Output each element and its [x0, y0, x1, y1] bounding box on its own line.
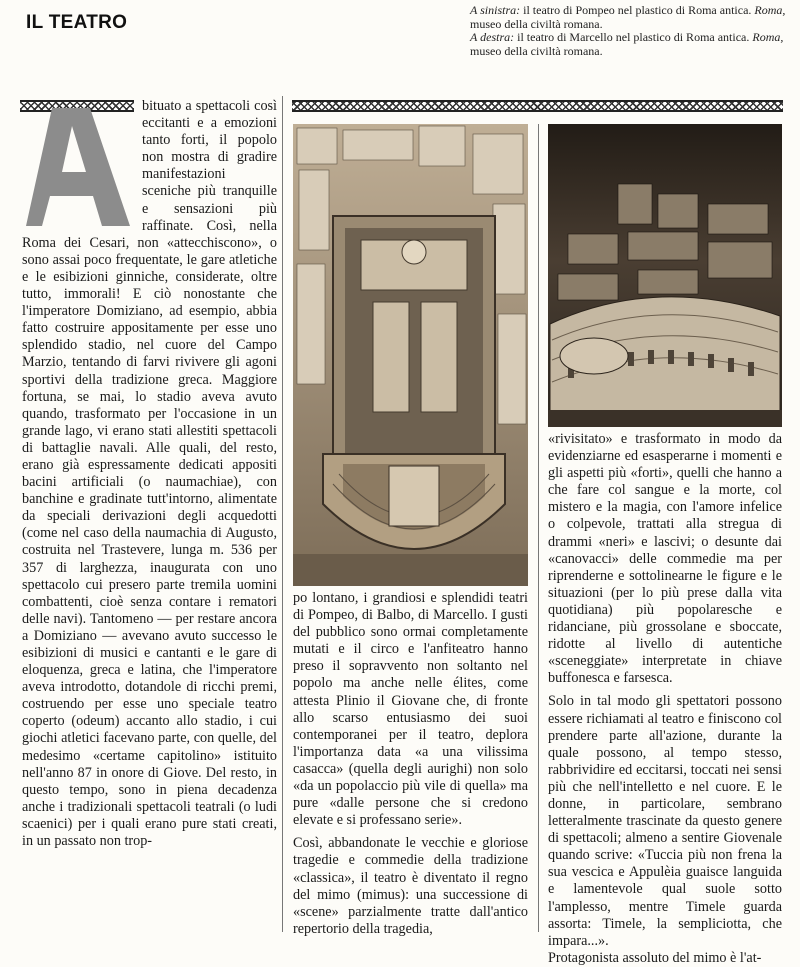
article-text-col3-p3: Protagonista assoluto del mimo è l'at-	[548, 949, 762, 966]
caption-right-museum: museo della civiltà romana.	[470, 43, 603, 58]
image-caption	[470, 4, 790, 58]
article-column-1	[22, 98, 277, 850]
theater-of-marcellus-photo	[548, 124, 782, 427]
caption-right-text: il teatro di Marcello nel plastico di Roma antica.	[517, 30, 750, 44]
caption-left-museum: museo della civiltà romana.	[470, 16, 603, 31]
article-column-3	[548, 431, 782, 967]
column-rule-left	[282, 96, 283, 932]
column-rule-right	[538, 124, 539, 932]
article-text-col3-p2: Solo in tal modo gli spettatori possono essere richiamati al teatro e finiscono col prendere parte all'azione, durante la quale possono, al tempo stesso, rabbrividire ed eccitarsi, toccati nei sensi più che nell'intelletto e nel cuore. E le donne, in particolare, sembrano letteralmente trascinate da questo genere di spettacoli; almeno a sentire Giovenale quando scrive: «Tuccia più non frena la sua vescica e Appulèia guaisce languida e lamentevole qual suole sotto l'amplesso, mentre Timele guarda assorta: Timele, la sempliciotta, che impara...».	[548, 693, 782, 949]
section-title: IL TEATRO	[26, 12, 128, 33]
theater-of-pompey-photo	[293, 124, 528, 586]
ornament-band-right	[292, 100, 783, 112]
article-text-col2-p2: Così, abbandonate le vecchie e gloriose tragedie e commedie della tradizione «classica», il teatro è diventato il regno del mimo (mimus): una successione di «scene» parzialmente tratte dall'antico repertorio della tragedia,	[293, 835, 528, 937]
article-text-col1: bituato a spettacoli così eccitanti e a emozioni tanto forti, il popolo non mostra di gradire manifestazioni sceniche più tranquille e sensazioni più raffinate. Così, nella Roma dei Cesari, non «attecchiscono», o sono assai poco frequentate, le gare atletiche e le esibizioni ginniche, considerate, oltre tutto, immorali! E ciò nonostante che l'imperatore Domiziano, ad esempio, abbia fatto costruire appositamente per esse uno splendido stadio, nel cuore del Campo Marzio, tentando di farvi rivivere gli agoni sportivi della tradizione greca. Maggiore fortuna, se mai, lo stadio aveva avuto quando, trasformato per l'occasione in un grande lago, vi erano stati allestiti spettacoli di battaglie navali. Alle quali, del resto, erano già espressamente dedicati appositi bacini artificiali (o naumachiae), con banchine e gradinate tutt'intorno, alimentate da speciali derivazioni degli acquedotti (come nel caso della naumachia di Augusto, costruita nel Trastevere, lunga m. 536 per 357 di larghezza, inaugurata con uno spettacolo cui presero parte tremila uomini combattenti, cioè senza contare i rematori delle navi). Tantomeno — per restare ancora a Domiziano — avevano avuto successo le esibizioni di musici e cantanti e le gare di eloquenza, greca e latina, che l'imperatore aveva introdotto, dotandole di ricchi premi, costruendo per esse uno speciale teatro coperto (odeum) accanto allo stadio, i cui giochi atletici facevano parte, con quelle, del medesimo «certame capitolino» istituito nell'anno 87 in onore di Giove. Del resto, in questo tempo, sono in piena decadenza anche i tradizionali spettacoli teatrali (o ludi scaenici) per i quali erano pure stati creati, in un passato non trop-	[22, 98, 277, 850]
caption-left-text: il teatro di Pompeo nel plastico di Roma antica.	[523, 3, 752, 17]
caption-right-city: Roma,	[752, 30, 784, 44]
article-text-col2-p1: po lontano, i grandiosi e splendidi teatri di Pompeo, di Balbo, di Marcello. I gusti del pubblico sono ormai completamente mutati e il circo e l'anfiteatro hanno preso il sopravvento non soltanto nel popolo ma anche nelle élites, come attesta Plinio il Giovane che, di fronte allo scarso entusiasmo dei suoi contemporanei per il teatro, deplora l'importanza data «a una vilissima casacca» (quella degli aurighi) non solo «da un popolaccio più vile di quella» ma pure «dalle persone che si credono elevate e si professano serie».	[293, 590, 528, 829]
drop-cap	[22, 102, 134, 230]
article-text-col3-p1: «rivisitato» e trasformato in modo da evidenziarne ed esasperarne i momenti e gli aspetti più «forti», quelli che hanno a che fare col sangue e la morte, col mistero e la magia, con l'amore infelice o colpevole, trattati alla stregua di drammi «neri» e lascivi; o desunte dai «canovacci» delle commedie ma per riprenderne e sottolinearne le figure e le situazioni (per lo più prese dalla vita quotidiana) più popolaresche e ridanciane, più grossolane e sboccate, ridotte al livello di autentiche «sceneggiate» interpretate in chiave buffonesca e farsesca.	[548, 431, 782, 687]
caption-left-label: A sinistra:	[470, 3, 521, 17]
article-column-2	[293, 590, 528, 938]
caption-left-city: Roma,	[754, 3, 786, 17]
caption-right-label: A destra:	[470, 30, 515, 44]
